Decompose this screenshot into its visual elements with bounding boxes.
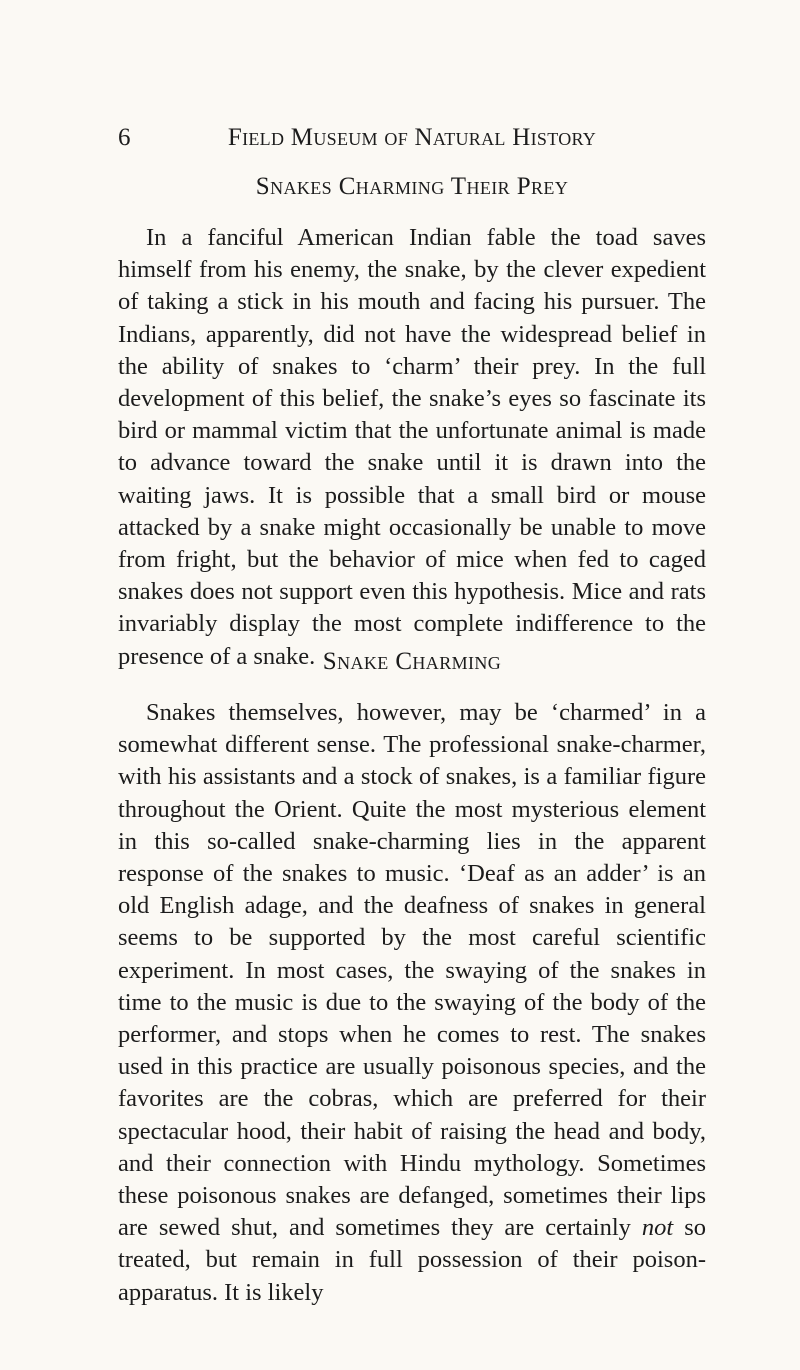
section-title-snake-charming: Snake Charming (322, 648, 502, 675)
paragraph-text-part1: Snakes themselves, however, may be ‘charmed’ in a somewhat different sense. The professional snake-charmer, with his assistants and a stock of snakes, is a familiar figure throughout the Orient. Quite the most mysterious element in this so-called snake-charming lies in the apparent response of the snakes to music. ‘Deaf as an adder’ is an old English adage, and the deafness of snakes in general seems to be supported by the most careful scientific experiment. In most cases, the swaying of the snakes in time to the music is due to the swaying of the body of the performer, and stops when he comes to rest. The snakes used in this practice are usually poisonous species, and the favorites are the cobras, which are preferred for their spectacular hood, their habit of raising the head and body, and their connection with Hindu mythology. Sometimes these poisonous snakes are defanged, sometimes their lips are sewed shut, and sometimes they are certainly (118, 699, 706, 1242)
running-title: Field Museum of Natural History (227, 124, 597, 151)
emphasis-not: not (641, 1214, 674, 1242)
running-head (118, 121, 706, 155)
paragraph-text-part2: so treated, but remain in full possession of their poison-apparatus. It is likely (118, 1214, 707, 1306)
paragraph-snake-charming (118, 697, 706, 1309)
page-number: 6 (118, 124, 131, 151)
paragraph-charming-prey: In a fanciful American Indian fable the toad saves himself from his enemy, the snake, by the clever expedient of taking a stick in his mouth and facing his pursuer. The Indians, apparently, did not have the widespread belief in the ability of snakes to ‘charm’ their prey. In the full development of this belief, the snake’s eyes so fascinate its bird or mammal victim that the unfortunate animal is made to advance toward the snake until it is drawn into the waiting jaws. It is possible that a small bird or mouse attacked by a snake might occasionally be unable to move from fright, but the behavior of mice when fed to caged snakes does not support even this hypothesis. Mice and rats invariably display the most complete indifference to the presence of a snake. (118, 224, 706, 670)
section-title-snakes-charming-prey: Snakes Charming Their Prey (255, 173, 569, 200)
